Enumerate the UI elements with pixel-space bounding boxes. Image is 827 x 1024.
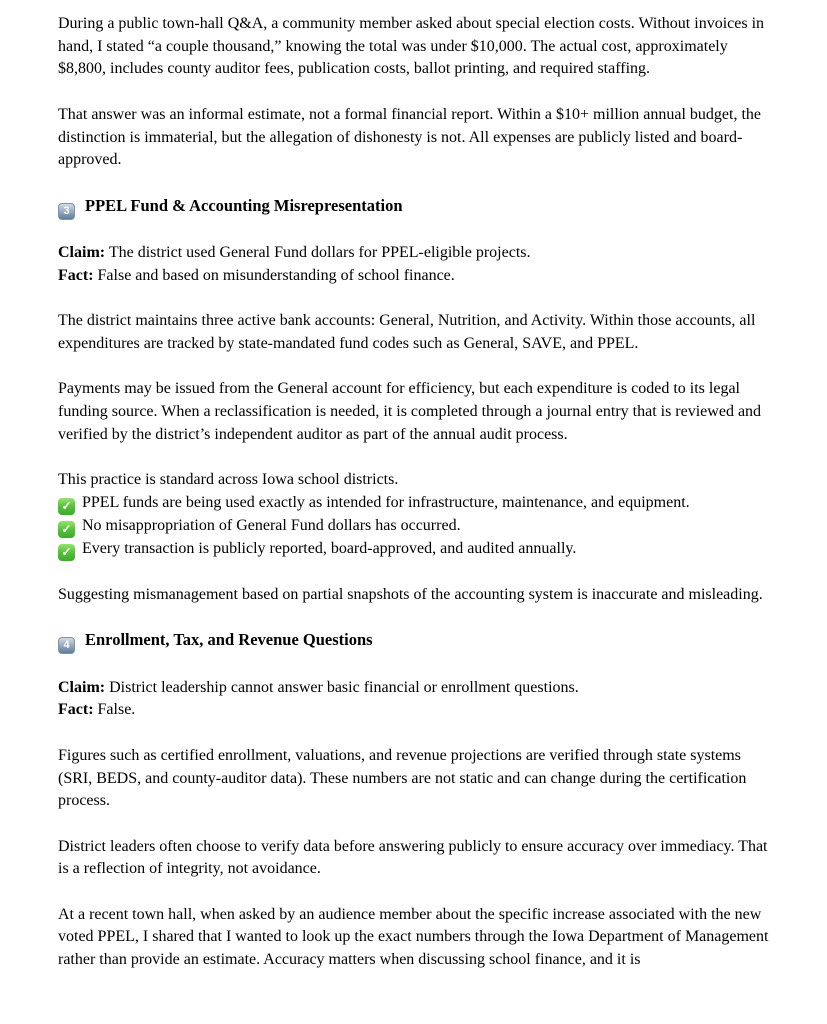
checklist-item bbox=[58, 492, 770, 515]
claim-line bbox=[58, 242, 770, 265]
section-3-title: PPEL Fund & Accounting Misrepresentation bbox=[85, 195, 403, 215]
checklist-item-text: PPEL funds are being used exactly as intended for infrastructure, maintenance, and equipment. bbox=[82, 493, 690, 511]
paragraph-townhall: At a recent town hall, when asked by an audience member about the specific increase associated with the new voted PPEL, I shared that I wanted to look up the exact numbers through the Iowa Department of Management rather than provide an estimate. Accuracy matters when discussing school finance, and it is bbox=[58, 905, 769, 969]
check-glyph: ✓ bbox=[61, 521, 72, 536]
checklist-block bbox=[58, 469, 770, 561]
paragraph-figures: Figures such as certified enrollment, valuations, and revenue projections are verified through state systems (SRI, BEDS, and county-auditor data). These numbers are not static and can change during the certification process. bbox=[58, 746, 747, 810]
paragraph-election-costs: During a public town-hall Q&A, a community member asked about special election costs. Without invoices in hand, I stated “a couple thousand,” knowing the total was under $10,000. The actual cost, approximately $8,800, includes county auditor fees, publication costs, ballot printing, and required staffing. bbox=[58, 15, 765, 78]
check-glyph: ✓ bbox=[61, 544, 72, 559]
section-4-claim-fact bbox=[58, 677, 770, 722]
fact-text: False and based on misunderstanding of school finance. bbox=[93, 266, 455, 284]
check-icon bbox=[58, 498, 75, 515]
claim-line bbox=[58, 677, 770, 700]
check-icon bbox=[58, 544, 75, 561]
paragraph-payments: Payments may be issued from the General account for efficiency, but each expenditure is coded to its legal funding source. When a reclassification is needed, it is completed through a journal entry that is reviewed and verified by the district’s independent auditor as part of the annual audit process. bbox=[58, 380, 762, 443]
fact-label: Fact: bbox=[58, 701, 94, 719]
keycap-4-icon: 4 bbox=[58, 637, 75, 654]
section-4-heading bbox=[58, 629, 770, 654]
paragraph-suggesting: Suggesting mismanagement based on partial snapshots of the accounting system is inaccurate and misleading. bbox=[58, 585, 763, 603]
fact-label: Fact: bbox=[58, 266, 94, 284]
claim-label: Claim: bbox=[58, 678, 106, 696]
checklist-intro: This practice is standard across Iowa school districts. bbox=[58, 471, 399, 489]
fact-text: False. bbox=[93, 701, 136, 719]
checklist-item bbox=[58, 538, 770, 561]
check-icon bbox=[58, 521, 75, 538]
keycap-3-icon: 3 bbox=[58, 203, 75, 220]
claim-label: Claim: bbox=[58, 244, 106, 262]
section-3-claim-fact bbox=[58, 242, 770, 287]
checklist-item-text: Every transaction is publicly reported, board-approved, and audited annually. bbox=[82, 539, 577, 557]
fact-line bbox=[58, 265, 770, 288]
checklist-item-text: No misappropriation of General Fund dollars has occurred. bbox=[82, 516, 461, 534]
section-3-heading bbox=[58, 195, 770, 220]
paragraph-bank-accounts: The district maintains three active bank accounts: General, Nutrition, and Activity. Within those accounts, all expenditures are tracked by state-mandated fund codes such as General, SAVE, and PPEL. bbox=[58, 312, 756, 353]
claim-text: The district used General Fund dollars for PPEL-eligible projects. bbox=[105, 244, 531, 262]
paragraph-leaders: District leaders often choose to verify data before answering publicly to ensure accuracy over immediacy. That is a reflection of integrity, not avoidance. bbox=[58, 837, 768, 878]
section-4-title: Enrollment, Tax, and Revenue Questions bbox=[85, 630, 373, 650]
claim-text: District leadership cannot answer basic financial or enrollment questions. bbox=[105, 678, 579, 696]
checklist-item bbox=[58, 515, 770, 538]
check-glyph: ✓ bbox=[61, 498, 72, 513]
fact-line bbox=[58, 699, 770, 722]
paragraph-informal-estimate: That answer was an informal estimate, not a formal financial report. Within a $10+ million annual budget, the distinction is immaterial, but the allegation of dishonesty is not. All expenses are publicly listed and board-approved. bbox=[58, 105, 761, 169]
